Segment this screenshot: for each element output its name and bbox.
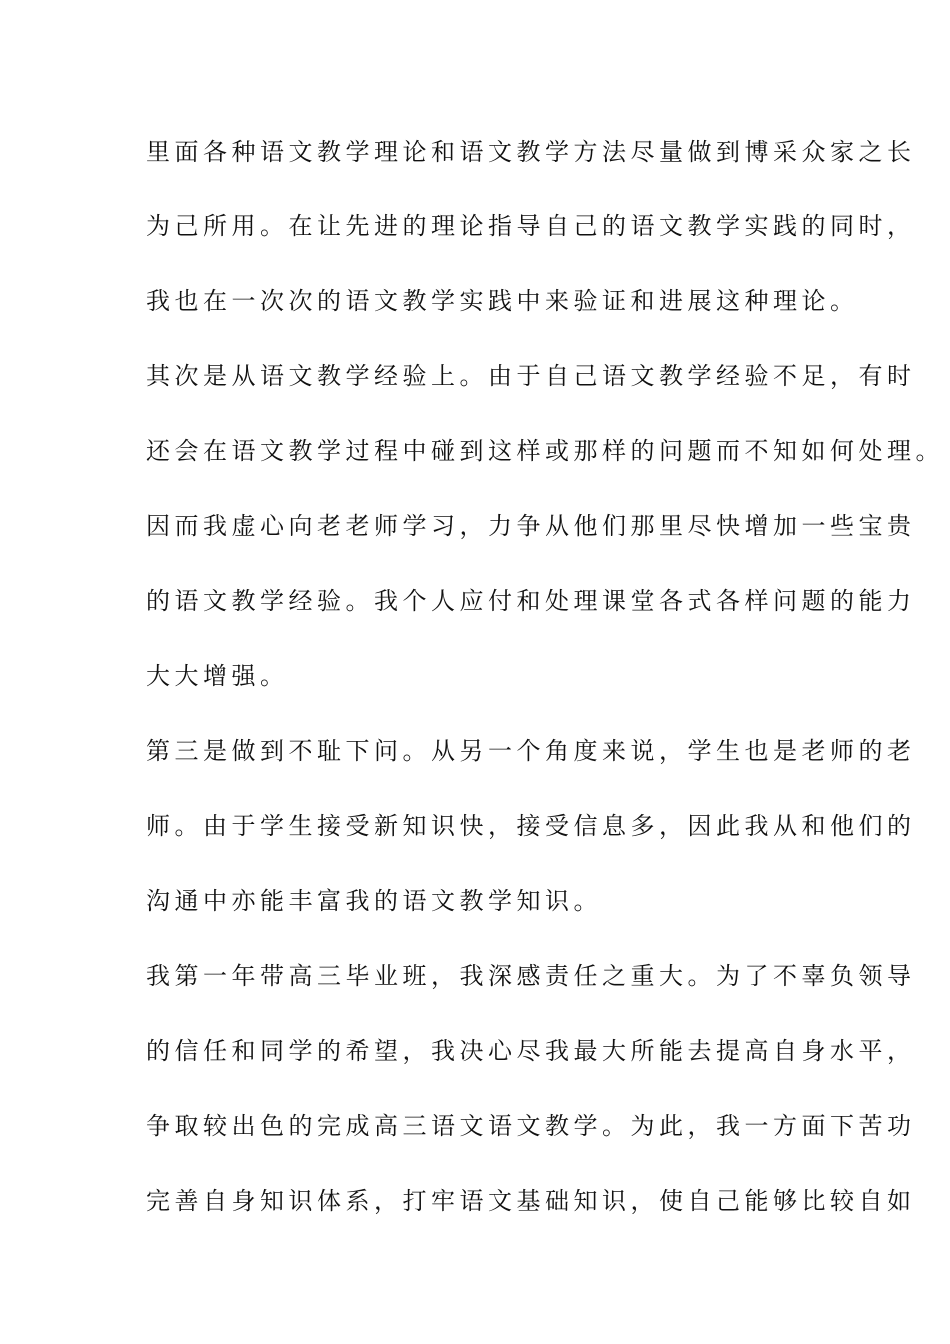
text-line: 完善自身知识体系，打牢语文基础知识，使自己能够比较自如 <box>146 1187 916 1215</box>
text-line: 的信任和同学的希望，我决心尽我最大所能去提高自身水平， <box>146 1037 916 1065</box>
text-line: 沟通中亦能丰富我的语文教学知识。 <box>146 887 602 915</box>
text-line: 我第一年带高三毕业班，我深感责任之重大。为了不辜负领导 <box>146 962 916 990</box>
text-line: 为己所用。在让先进的理论指导自己的语文教学实践的同时， <box>146 212 916 240</box>
text-line: 第三是做到不耻下问。从另一个角度来说，学生也是老师的老 <box>146 737 916 765</box>
text-line: 因而我虚心向老老师学习，力争从他们那里尽快增加一些宝贵 <box>146 512 916 540</box>
text-line: 大大增强。 <box>146 662 289 690</box>
text-line: 我也在一次次的语文教学实践中来验证和进展这种理论。 <box>146 287 859 315</box>
text-line: 还会在语文教学过程中碰到这样或那样的问题而不知如何处理。 <box>146 437 944 465</box>
text-line: 里面各种语文教学理论和语文教学方法尽量做到博采众家之长 <box>146 138 916 166</box>
text-line: 师。由于学生接受新知识快，接受信息多，因此我从和他们的 <box>146 812 916 840</box>
text-line: 争取较出色的完成高三语文语文教学。为此，我一方面下苦功 <box>146 1112 916 1140</box>
text-line: 的语文教学经验。我个人应付和处理课堂各式各样问题的能力 <box>146 587 916 615</box>
text-line: 其次是从语文教学经验上。由于自己语文教学经验不足，有时 <box>146 362 916 390</box>
